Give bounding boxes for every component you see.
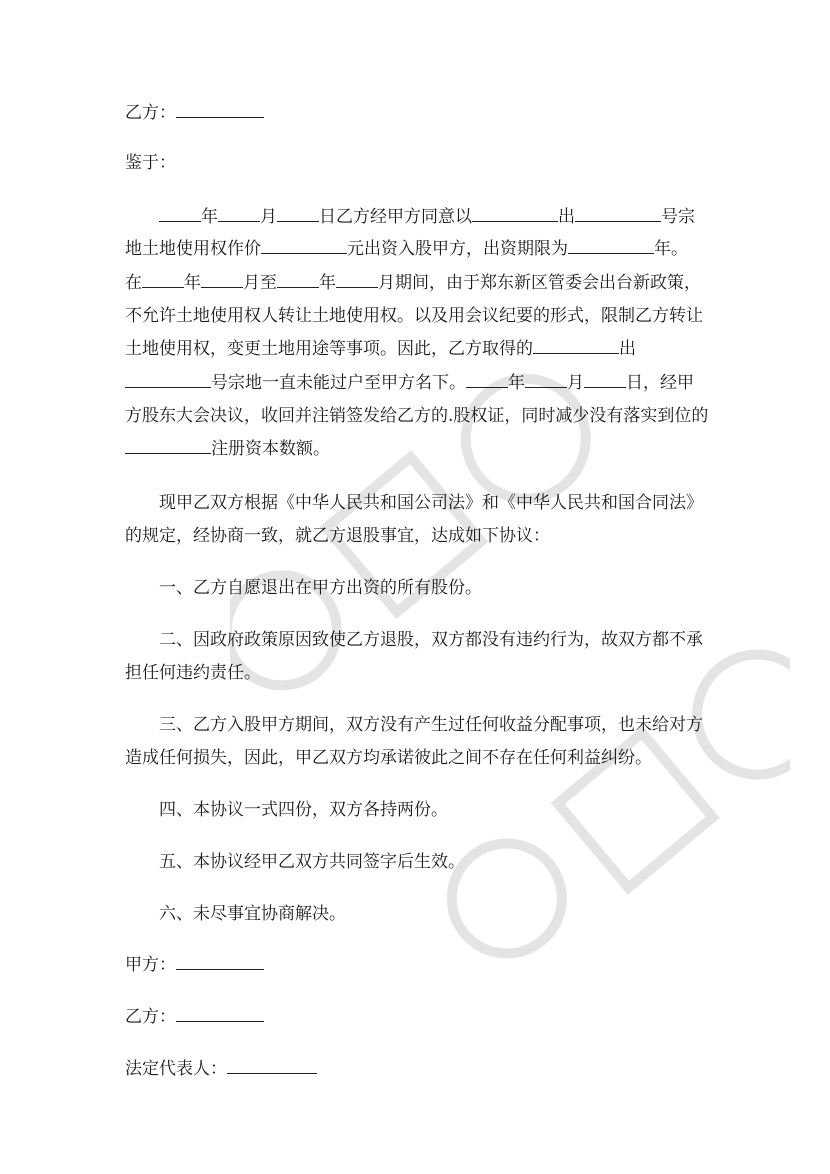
party-a-signature-blank <box>176 955 264 970</box>
party-b-header: 乙方： <box>125 96 264 130</box>
clause-1: 一、乙方自愿退出在甲方出资的所有股份。 <box>159 578 482 598</box>
signature-legal-rep: 法定代表人： <box>125 1052 317 1086</box>
recital-line-4: 不允许土地使用权人转让土地使用权。以及用会议纪要的形式，限制乙方转让 <box>125 306 703 326</box>
signature-party-a: 甲方： <box>125 948 264 982</box>
clause-3-line-1: 三、乙方入股甲方期间，双方没有产生过任何收益分配事项，也未给对方 <box>159 715 703 735</box>
recital-line-7: 方股东大会决议，收回并注销签发给乙方的.股权证，同时减少没有落实到位的 <box>125 406 709 426</box>
agreement-intro-line-2: 的规定，经协商一致，就乙方退股事宜，达成如下协议： <box>125 526 550 546</box>
clause-3-line-2: 造成任何损失，因此，甲乙双方均承诺彼此之间不存在任何利益纠纷。 <box>125 748 652 768</box>
party-b-blank <box>176 103 264 118</box>
recital-line-5: 土地使用权，变更土地用途等事项。因此，乙方取得的 出 <box>125 339 636 359</box>
recital-line-8: 注册资本数额。 <box>125 432 330 466</box>
recital-line-1: 年 月 日乙方经甲方同意以 出 号宗 <box>159 200 695 234</box>
clause-2-line-1: 二、因政府政策原因致使乙方退股，双方都没有违约行为，故双方都不承 <box>159 630 703 650</box>
clause-6: 六、未尽事宜协商解决。 <box>159 904 346 924</box>
recital-line-2: 地土地使用权作价 元出资入股甲方，出资期限为 年。 <box>125 239 688 259</box>
clause-5: 五、本协议经甲乙双方共同签字后生效。 <box>159 852 465 872</box>
recital-line-3: 在 年 月至 年 月期间，由于郑东新区管委会出台新政策， <box>125 273 701 293</box>
agreement-intro-line-1: 现甲乙双方根据《中华人民共和国公司法》和《中华人民共和国合同法》 <box>159 493 703 513</box>
whereas-heading: 鉴于： <box>125 153 176 173</box>
signature-party-b: 乙方： <box>125 1000 264 1034</box>
party-b-signature-blank <box>176 1007 264 1022</box>
clause-4: 四、本协议一式四份，双方各持两份。 <box>159 800 448 820</box>
legal-rep-signature-blank <box>227 1059 317 1074</box>
clause-2-line-2: 担任何违约责任。 <box>125 663 261 683</box>
recital-line-6: 号宗地一直未能过户至甲方名下。 年 月 日，经甲 <box>125 366 694 400</box>
